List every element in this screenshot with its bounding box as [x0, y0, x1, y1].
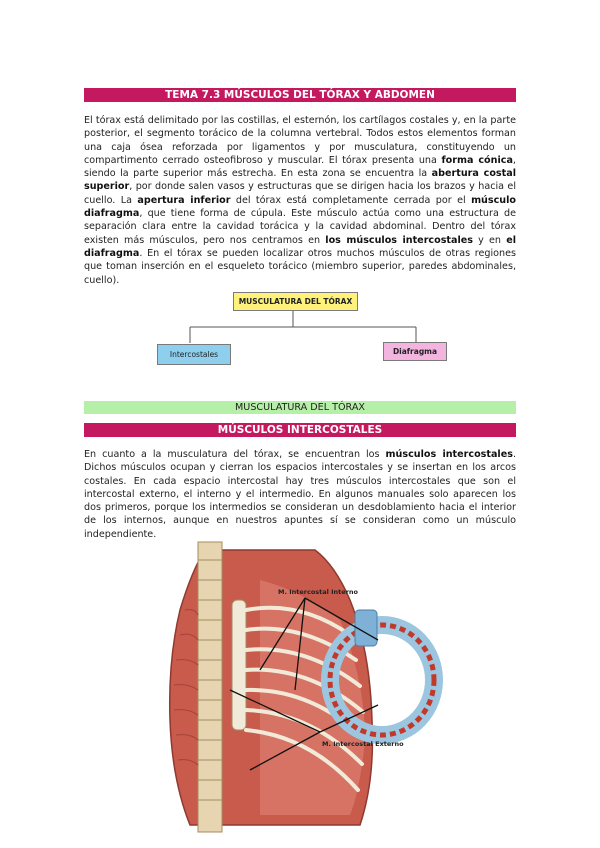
section-subtitle: MÚSCULOS INTERCOSTALES	[84, 423, 516, 437]
diagram-root-box: MUSCULATURA DEL TÓRAX	[233, 292, 358, 311]
bold-term: músculo diafragma	[84, 194, 516, 220]
vertebral-column	[198, 542, 222, 832]
bold-term: los músculos intercostales	[325, 234, 473, 246]
label-intercostal-interno: M. Intercostal Interno	[278, 588, 358, 596]
text-run: El tórax está delimitado por las costillas, el esternón, los cartílagos costales y, en la parte posterior, el segmento torácico de la columna vertebral. Todos estos elementos forman una caja ósea reforzada por ligamentos y por musculatura, constituyendo un compartimento cerrado osteofibroso y muscular. El tórax presenta una	[84, 115, 516, 166]
sternum	[232, 600, 246, 730]
label-intercostal-externo: M. Intercostal Externo	[322, 740, 404, 748]
text-run: . Dichos músculos ocupan y cierran los espacios intercostales y se insertan en los arcos costales. En cada espacio intercostal hay tres músculos intercostales que son el intercostal externo, el interno y el intermedio. En algunos manuales solo aparecen los dos primeros, porque los intermedios se consideran un desdoblamiento hacia el interior de los internos, aunque en nuestros apuntes sí se consideran como un músculo independiente.	[84, 449, 516, 540]
bold-term: apertura inferior	[137, 194, 231, 206]
text-run: En cuanto a la musculatura del tórax, se encuentran los	[84, 449, 386, 460]
intercostales-paragraph	[84, 448, 516, 541]
text-run: del tórax está completamente cerrada por el	[230, 194, 472, 206]
diagram-diafragma-box: Diafragma	[383, 342, 447, 361]
text-run: y en	[472, 234, 507, 246]
bold-term: forma cónica	[441, 154, 513, 166]
bold-term: el diafragma	[84, 234, 516, 259]
bold-term: músculos intercostales	[385, 449, 513, 460]
intro-paragraph	[84, 114, 516, 287]
diagram-intercostales-box: Intercostales	[157, 344, 231, 365]
text-run: , siendo la parte superior más estrecha. En esta zona se encuentra la	[84, 154, 516, 180]
text-run: . En el tórax se pueden localizar otros muchos músculos de otras regiones que toman inserción en el esqueleto torácico (miembro superior, paredes abdominales, cuello).	[84, 247, 516, 286]
section-bar: MUSCULATURA DEL TÓRAX	[84, 401, 516, 414]
thorax-illustration	[150, 540, 450, 840]
text-run: , que tiene forma de cúpula. Este músculo actúa como una estructura de separación clara entre la cavidad torácica y la cavidad abdominal. Dentro del tórax existen más músculos, pero nos centramos en	[84, 208, 516, 246]
page-title: TEMA 7.3 MÚSCULOS DEL TÓRAX Y ABDOMEN	[84, 88, 516, 102]
bold-term: abertura costal superior	[84, 168, 516, 193]
text-run: , por donde salen vasos y estructuras que se dirigen hacia los brazos y hacia el cuello. La	[84, 181, 516, 206]
